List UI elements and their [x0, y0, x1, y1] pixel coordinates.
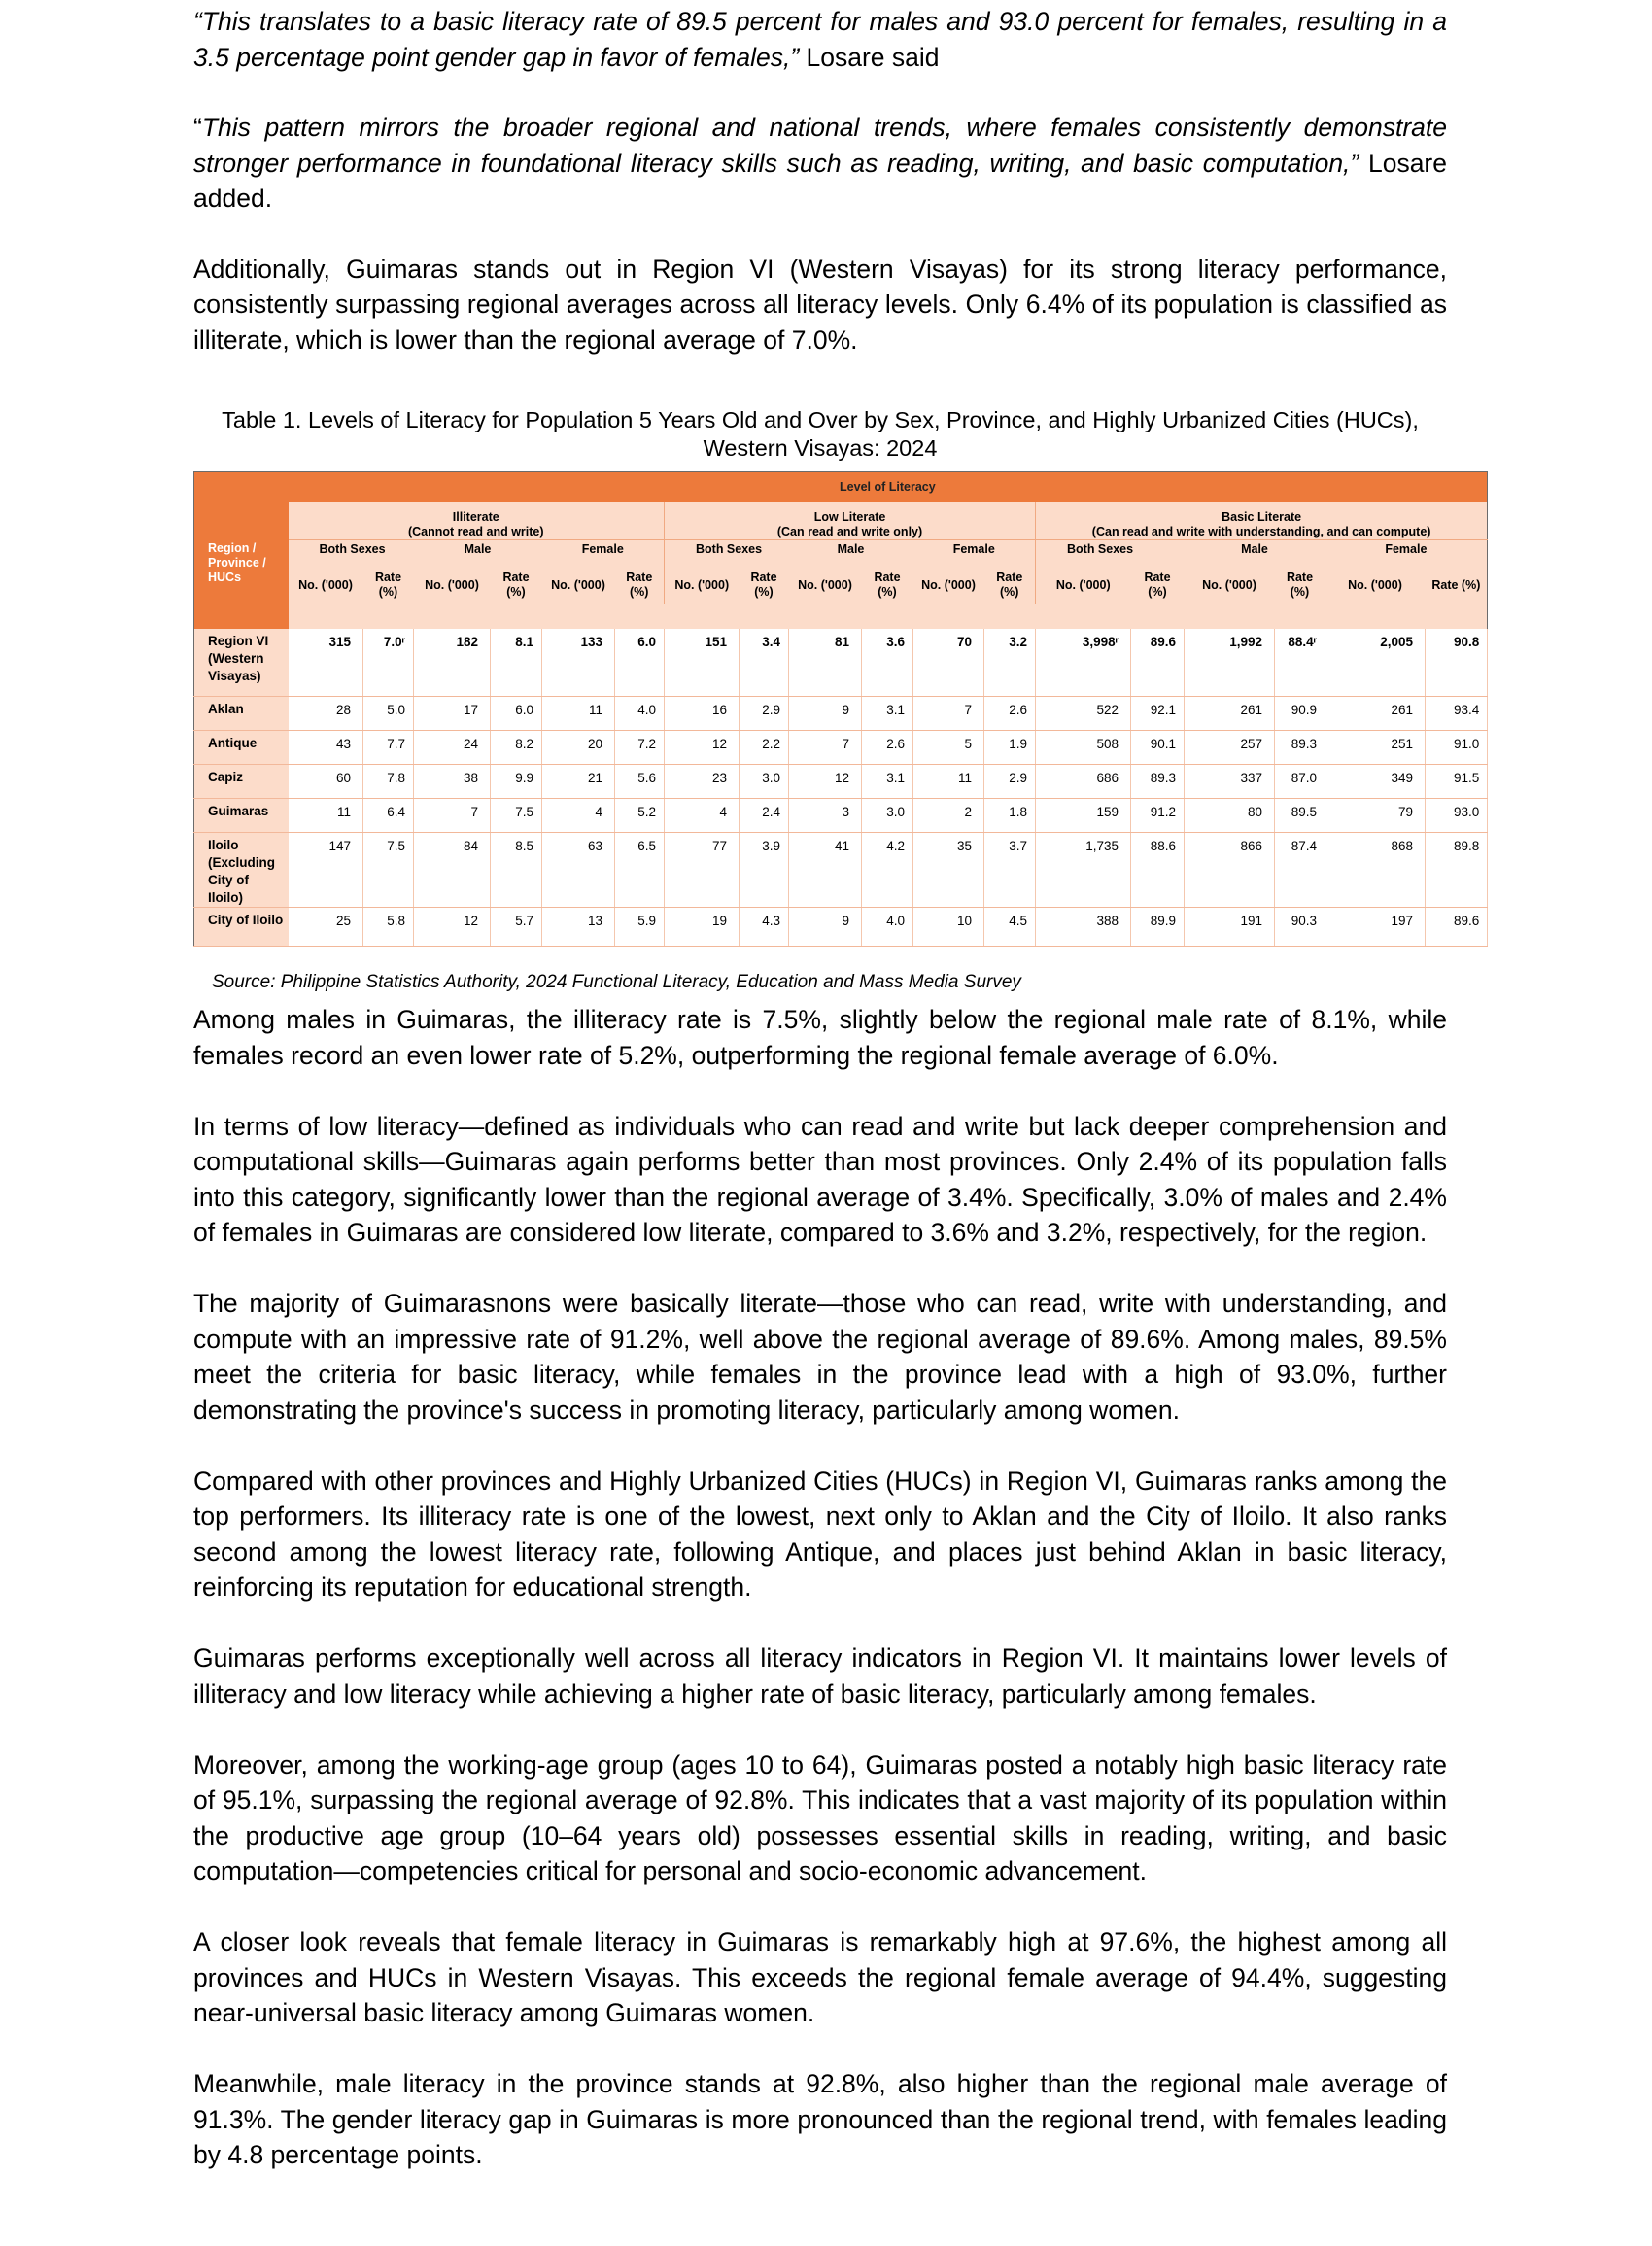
cell-number: 19	[665, 907, 740, 946]
cell-number: 9	[789, 907, 862, 946]
cell-number: 182	[414, 629, 491, 696]
cell-number: 38	[414, 764, 491, 798]
cell-number: 63	[542, 832, 615, 907]
cell-number: 77	[665, 832, 740, 907]
cell-rate: 2.6	[862, 730, 913, 764]
cell-rate: 3.2	[984, 629, 1036, 696]
cell-rate: 89.3	[1131, 764, 1185, 798]
cell-number: 25	[289, 907, 363, 946]
source-text: Source: Philippine Statistics Authority, 2024 Functional Literacy, Education and Mass Media Survey	[212, 972, 1021, 992]
sex-header-male: Male	[789, 539, 913, 559]
cell-rate: 3.1	[862, 764, 913, 798]
group-subtitle: (Cannot read and write)	[407, 524, 544, 538]
cell-rate: 5.8	[363, 907, 414, 946]
cell-rate: 7.5	[363, 832, 414, 907]
cell-number: 349	[1325, 764, 1426, 798]
group-low-literate	[665, 502, 1036, 540]
cell-number: 147	[289, 832, 363, 907]
cell-rate: 87.0	[1275, 764, 1325, 798]
column-header-number: No. ('000)	[913, 559, 984, 604]
cell-number: 866	[1185, 832, 1275, 907]
cell-rate: 88.4ʳ	[1275, 629, 1325, 696]
cell-number: 686	[1036, 764, 1131, 798]
cell-rate: 3.0	[862, 798, 913, 832]
cell-rate: 3.7	[984, 832, 1036, 907]
sex-header-male: Male	[1185, 539, 1325, 559]
row-label: Aklan	[194, 696, 289, 730]
paragraph-body: In terms of low literacy—defined as individuals who can read and write but lack deeper comprehension and computational skills—Guimaras again performs better than most provinces. Only 2.4% of its population falls into this category, significantly lower than the regional average of 3.4%. Specifically, 3.0% of males and 2.4% of females in Guimaras are considered low literate, compared to 3.6% and 3.2%, respectively, for the region.	[193, 1111, 1447, 1247]
table-body	[194, 629, 1488, 946]
cell-rate: 5.9	[615, 907, 665, 946]
column-header-row	[194, 559, 1488, 604]
cell-number: 7	[789, 730, 862, 764]
table-row	[194, 832, 1488, 907]
cell-rate: 91.2	[1131, 798, 1185, 832]
column-header-number: No. ('000)	[1325, 559, 1426, 604]
sex-header-female: Female	[1325, 539, 1488, 559]
cell-number: 70	[913, 629, 984, 696]
table-row	[194, 798, 1488, 832]
cell-rate: 89.9	[1131, 907, 1185, 946]
cell-number: 2	[913, 798, 984, 832]
row-header-text: Region / Province / HUCs	[208, 540, 266, 584]
cell-number: 251	[1325, 730, 1426, 764]
cell-number: 60	[289, 764, 363, 798]
table-caption	[193, 406, 1447, 463]
cell-rate: 3.6	[862, 629, 913, 696]
table-row	[194, 696, 1488, 730]
cell-rate: 2.6	[984, 696, 1036, 730]
group-title: Basic Literate	[1222, 509, 1302, 524]
corner-cell	[194, 472, 289, 502]
cell-rate: 89.8	[1426, 832, 1488, 907]
cell-number: 12	[665, 730, 740, 764]
cell-rate: 7.2	[615, 730, 665, 764]
cell-rate: 3.0	[740, 764, 789, 798]
cell-number: 21	[542, 764, 615, 798]
cell-number: 7	[913, 696, 984, 730]
row-label: Iloilo (Excluding City of Iloilo)	[194, 832, 289, 907]
cell-rate: 4.3	[740, 907, 789, 946]
table-row	[194, 907, 1488, 946]
group-title: Low Literate	[813, 509, 886, 524]
cell-rate: 3.4	[740, 629, 789, 696]
column-header-rate: Rate (%)	[491, 559, 542, 604]
group-illiterate	[289, 502, 665, 540]
paragraph-intro	[193, 252, 1447, 359]
sex-header-male: Male	[414, 539, 542, 559]
cell-rate: 2.9	[984, 764, 1036, 798]
cell-rate: 3.1	[862, 696, 913, 730]
cell-rate: 5.2	[615, 798, 665, 832]
cell-rate: 89.6	[1426, 907, 1488, 946]
table-source	[212, 972, 1021, 993]
cell-number: 12	[414, 907, 491, 946]
cell-rate: 92.1	[1131, 696, 1185, 730]
paragraph-body: Compared with other provinces and Highly Urbanized Cities (HUCs) in Region VI, Guimaras ranks among the top performers. Its illiteracy rate is one of the lowest, next only to Aklan and the City of Iloilo. It also ranks second among the lowest literacy rate, following Antique, and places just behind Aklan in basic literacy, reinforcing its reputation for educational strength.	[193, 1466, 1447, 1602]
cell-rate: 5.6	[615, 764, 665, 798]
group-subtitle: (Can read and write with understanding, and can compute)	[1091, 524, 1431, 538]
cell-rate: 4.2	[862, 832, 913, 907]
column-header-number: No. ('000)	[1185, 559, 1275, 604]
quote-open: “	[193, 113, 202, 142]
cell-number: 4	[542, 798, 615, 832]
group-basic-literate	[1036, 502, 1488, 540]
cell-rate: 7.5	[491, 798, 542, 832]
sex-header-female: Female	[913, 539, 1036, 559]
column-header-number: No. ('000)	[665, 559, 740, 604]
bottom-text	[193, 1002, 1447, 2173]
cell-rate: 89.6	[1131, 629, 1185, 696]
cell-number: 11	[913, 764, 984, 798]
cell-rate: 89.3	[1275, 730, 1325, 764]
cell-number: 315	[289, 629, 363, 696]
cell-rate: 1.9	[984, 730, 1036, 764]
cell-rate: 7.7	[363, 730, 414, 764]
cell-number: 337	[1185, 764, 1275, 798]
cell-number: 11	[542, 696, 615, 730]
cell-number: 10	[913, 907, 984, 946]
cell-number: 17	[414, 696, 491, 730]
cell-rate: 90.8	[1426, 629, 1488, 696]
cell-number: 28	[289, 696, 363, 730]
cell-rate: 2.4	[740, 798, 789, 832]
group-subtitle: (Can read and write only)	[776, 524, 923, 538]
table-row	[194, 629, 1488, 696]
cell-rate: 88.6	[1131, 832, 1185, 907]
cell-rate: 87.4	[1275, 832, 1325, 907]
cell-number: 388	[1036, 907, 1131, 946]
column-header-number: No. ('000)	[289, 559, 363, 604]
cell-number: 197	[1325, 907, 1426, 946]
paragraph-body: Guimaras performs exceptionally well across all literacy indicators in Region VI. It maintains lower levels of illiteracy and low literacy while achieving a higher rate of basic literacy, particularly among females.	[193, 1643, 1447, 1709]
cell-rate: 91.0	[1426, 730, 1488, 764]
cell-rate: 8.1	[491, 629, 542, 696]
cell-number: 257	[1185, 730, 1275, 764]
cell-rate: 89.5	[1275, 798, 1325, 832]
cell-number: 5	[913, 730, 984, 764]
cell-rate: 90.1	[1131, 730, 1185, 764]
paragraph-body: A closer look reveals that female literacy in Guimaras is remarkably high at 97.6%, the highest among all provinces and HUCs in Western Visayas. This exceeds the regional female average of 94.4%, suggesting near-universal basic literacy among Guimaras women.	[193, 1927, 1447, 2027]
sex-header-row	[194, 539, 1488, 559]
cell-rate: 9.9	[491, 764, 542, 798]
column-header-number: No. ('000)	[542, 559, 615, 604]
column-header-rate: Rate (%)	[984, 559, 1036, 604]
literacy-table	[193, 471, 1488, 947]
cell-number: 261	[1185, 696, 1275, 730]
cell-rate: 6.0	[615, 629, 665, 696]
sex-header-both-sexes: Both Sexes	[665, 539, 789, 559]
paragraph-body: Among males in Guimaras, the illiteracy rate is 7.5%, slightly below the regional male rate of 8.1%, while females record an even lower rate of 5.2%, outperforming the regional female average of 6.0%.	[193, 1005, 1447, 1070]
table-row	[194, 730, 1488, 764]
sex-header-female: Female	[542, 539, 665, 559]
cell-rate: 7.0ʳ	[363, 629, 414, 696]
cell-rate: 3.9	[740, 832, 789, 907]
cell-rate: 93.4	[1426, 696, 1488, 730]
cell-number: 133	[542, 629, 615, 696]
cell-number: 81	[789, 629, 862, 696]
cell-number: 9	[789, 696, 862, 730]
row-label: Antique	[194, 730, 289, 764]
cell-rate: 6.0	[491, 696, 542, 730]
column-header-rate: Rate (%)	[1131, 559, 1185, 604]
cell-number: 23	[665, 764, 740, 798]
cell-rate: 90.3	[1275, 907, 1325, 946]
paragraph-quote-1	[193, 4, 1447, 75]
cell-rate: 5.0	[363, 696, 414, 730]
column-header-rate: Rate (%)	[1426, 559, 1488, 604]
group-title: Illiterate	[452, 509, 499, 524]
sex-header-both-sexes: Both Sexes	[1036, 539, 1185, 559]
quote-italic: “This translates to a basic literacy rate of 89.5 percent for males and 93.0 percent for females, resulting in a 3.5 percentage point gender gap in favor of females,”	[193, 7, 1447, 72]
cell-rate: 2.2	[740, 730, 789, 764]
level-header	[289, 472, 1488, 502]
paragraph-body: The majority of Guimarasnons were basically literate—those who can read, write with understanding, and compute with an impressive rate of 91.2%, well above the regional average of 89.6%. Among males, 89.5% meet the criteria for basic literacy, while females in the province lead with a high of 93.0%, further demonstrating the province's success in promoting literacy, particularly among women.	[193, 1289, 1447, 1425]
cell-rate: 6.4	[363, 798, 414, 832]
quote-italic: This pattern mirrors the broader regional and national trends, where females consistently demonstrate stronger performance in foundational literacy skills such as reading, writing, and basic computation,”	[193, 113, 1447, 178]
cell-rate: 4.0	[615, 696, 665, 730]
sex-header-both-sexes: Both Sexes	[289, 539, 414, 559]
quote-attribution: Losare added.	[193, 148, 1447, 213]
cell-rate: 5.7	[491, 907, 542, 946]
header-spacer	[289, 604, 1488, 629]
cell-number: 13	[542, 907, 615, 946]
row-label: Region VI (Western Visayas)	[194, 629, 289, 696]
cell-number: 868	[1325, 832, 1426, 907]
column-header-rate: Rate (%)	[1275, 559, 1325, 604]
cell-rate: 4.0	[862, 907, 913, 946]
top-text	[193, 4, 1447, 358]
cell-rate: 93.0	[1426, 798, 1488, 832]
cell-number: 41	[789, 832, 862, 907]
paragraph-body: Moreover, among the working-age group (ages 10 to 64), Guimaras posted a notably high basic literacy rate of 95.1%, surpassing the regional average of 92.8%. This indicates that a vast majority of its population within the productive age group (10–64 years old) possesses essential skills in reading, writing, and basic computation—competencies critical for personal and socio-economic advancement.	[193, 1749, 1447, 1885]
cell-number: 4	[665, 798, 740, 832]
paragraph-body: Meanwhile, male literacy in the province stands at 92.8%, also higher than the regional male average of 91.3%. The gender literacy gap in Guimaras is more pronounced than the regional trend, with females leading by 4.8 percentage points.	[193, 2069, 1447, 2169]
column-header-rate: Rate (%)	[363, 559, 414, 604]
cell-rate: 1.8	[984, 798, 1036, 832]
cell-number: 12	[789, 764, 862, 798]
cell-number: 159	[1036, 798, 1131, 832]
cell-number: 2,005	[1325, 629, 1426, 696]
column-header-rate: Rate (%)	[615, 559, 665, 604]
cell-number: 20	[542, 730, 615, 764]
row-label: Capiz	[194, 764, 289, 798]
column-header-number: No. ('000)	[789, 559, 862, 604]
cell-number: 7	[414, 798, 491, 832]
paragraph-quote-2	[193, 110, 1447, 217]
cell-number: 24	[414, 730, 491, 764]
column-header-rate: Rate (%)	[862, 559, 913, 604]
cell-number: 80	[1185, 798, 1275, 832]
cell-rate: 4.5	[984, 907, 1036, 946]
cell-number: 3,998ʳ	[1036, 629, 1131, 696]
row-header	[194, 502, 289, 630]
cell-rate: 91.5	[1426, 764, 1488, 798]
cell-rate: 8.5	[491, 832, 542, 907]
caption-text: Table 1. Levels of Literacy for Population 5 Years Old and Over by Sex, Province, and Highly Urbanized Cities (HUCs), Western Visayas: 2024	[222, 407, 1419, 461]
cell-number: 1,735	[1036, 832, 1131, 907]
row-label: City of Iloilo	[194, 907, 289, 946]
cell-number: 191	[1185, 907, 1275, 946]
cell-rate: 7.8	[363, 764, 414, 798]
cell-rate: 90.9	[1275, 696, 1325, 730]
cell-number: 1,992	[1185, 629, 1275, 696]
column-header-number: No. ('000)	[414, 559, 491, 604]
paragraph-text: Additionally, Guimaras stands out in Region VI (Western Visayas) for its strong literacy performance, consistently surpassing regional averages across all literacy levels. Only 6.4% of its population is classified as illiterate, which is lower than the regional average of 7.0%.	[193, 254, 1447, 355]
table-row	[194, 764, 1488, 798]
cell-number: 84	[414, 832, 491, 907]
cell-number: 79	[1325, 798, 1426, 832]
row-label: Guimaras	[194, 798, 289, 832]
column-header-rate: Rate (%)	[740, 559, 789, 604]
cell-number: 35	[913, 832, 984, 907]
cell-rate: 2.9	[740, 696, 789, 730]
cell-number: 16	[665, 696, 740, 730]
level-header-text: Level of Literacy	[840, 480, 936, 495]
cell-rate: 6.5	[615, 832, 665, 907]
cell-number: 11	[289, 798, 363, 832]
cell-number: 43	[289, 730, 363, 764]
cell-number: 151	[665, 629, 740, 696]
header-spacer-row	[194, 604, 1488, 629]
cell-rate: 8.2	[491, 730, 542, 764]
column-header-number: No. ('000)	[1036, 559, 1131, 604]
cell-number: 508	[1036, 730, 1131, 764]
cell-number: 522	[1036, 696, 1131, 730]
cell-number: 261	[1325, 696, 1426, 730]
cell-number: 3	[789, 798, 862, 832]
quote-attribution: Losare said	[799, 42, 940, 72]
